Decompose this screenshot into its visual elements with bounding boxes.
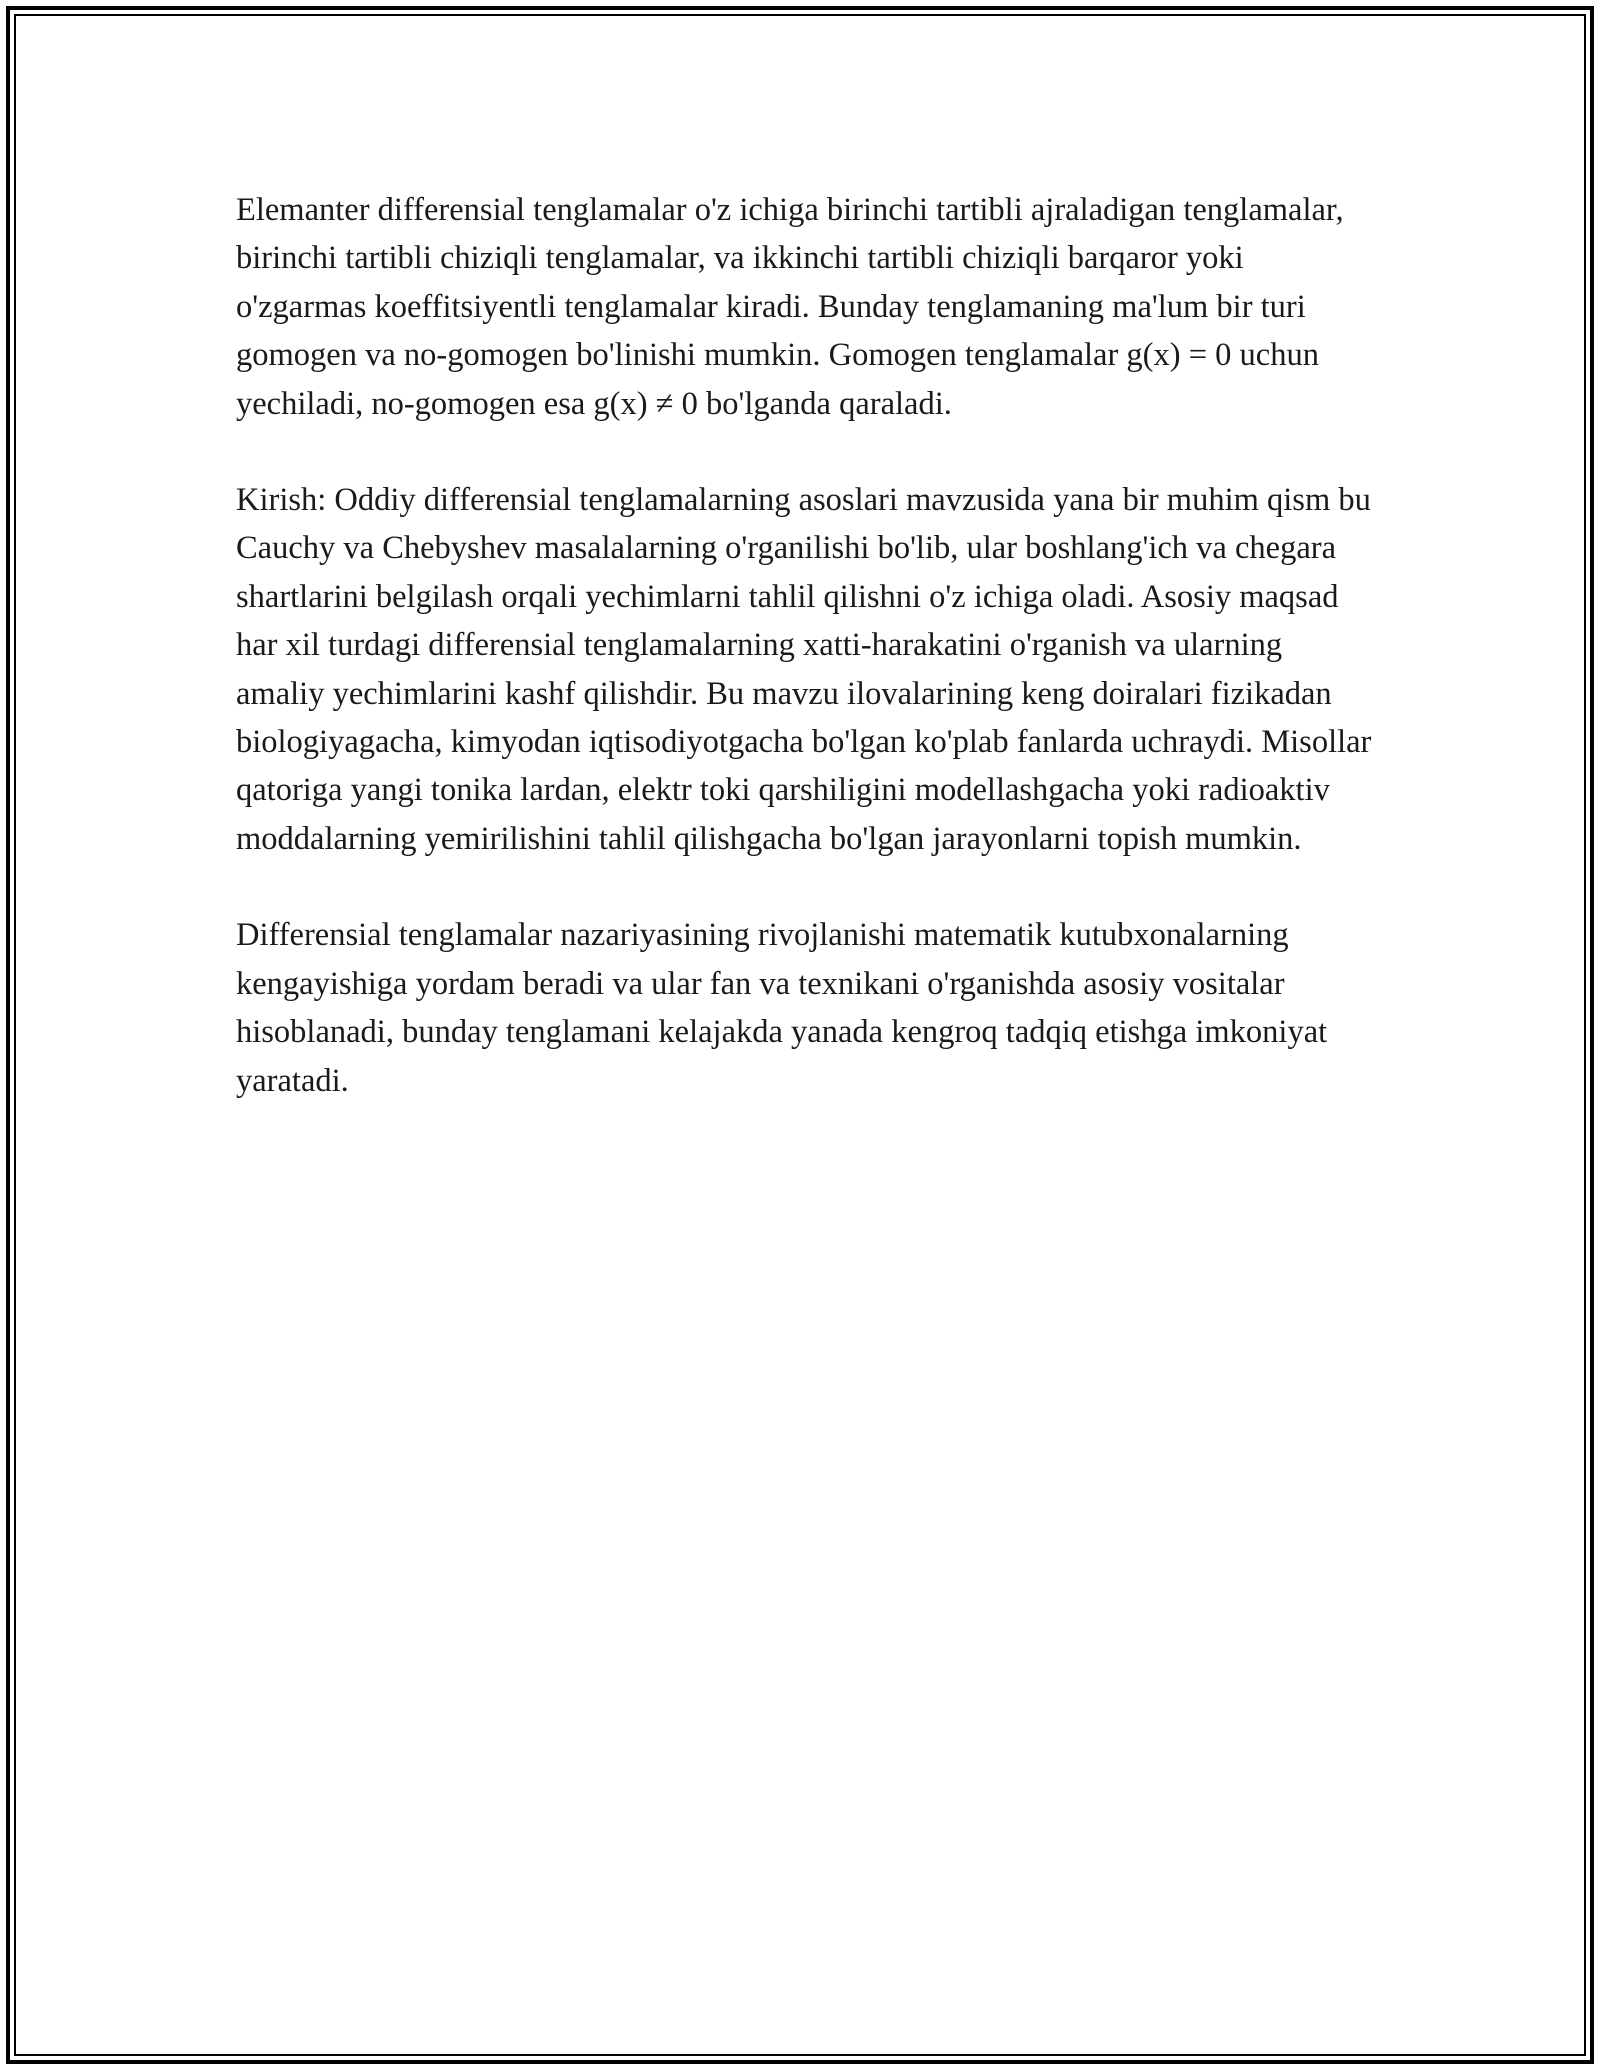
paragraph-theory-development: Differensial tenglamalar nazariyasining rivojlanishi matematik kutubxonalarning kengayishiga yordam beradi va ular fan va texnikani o'rganishda asosiy vositalar hisoblanadi, bunday tenglamani kelajakda yanada kengroq tadqiq etishga imkoniyat yaratadi. — [236, 917, 1328, 1099]
paragraph-elementary-equations: Elemanter differensial tenglamalar o'z ichiga birinchi tartibli ajraladigan tenglamalar, birinchi tartibli chiziqli tenglamalar, va ikkinchi tartibli chiziqli barqaror yoki o'zgarmas koeffitsiyentli tenglamalar kiradi. Bunday tenglamaning ma'lum bir turi gomogen va no-gomogen bo'linishi mumkin. Gomogen tenglamalar g(x) = 0 uchun yechiladi, no-gomogen esa g(x) ≠ 0 bo'lganda qaraladi. — [236, 192, 1344, 422]
paragraph-introduction: Kirish: Oddiy differensial tenglamalarning asoslari mavzusida yana bir muhim qism bu Cauchy va Chebyshev masalalarning o'rganilishi bo'lib, ular boshlang'ich va chegara shartlarini belgilash orqali yechimlarni tahlil qilishni o'z ichiga oladi. Asosiy maqsad har xil turdagi differensial tenglamalarning xatti-harakatini o'rganish va ularning amaliy yechimlarini kashf qilishdir. Bu mavzu ilovalarining keng doiralari fizikadan biologiyagacha, kimyodan iqtisodiyotgacha bo'lgan ko'plab fanlarda uchraydi. Misollar qatoriga yangi tonika lardan, elektr toki qarshiligini modellashgacha yoki radioaktiv moddalarning yemirilishini tahlil qilishgacha bo'lgan jarayonlarni topish mumkin. — [236, 482, 1372, 857]
document-body — [236, 186, 1376, 1153]
